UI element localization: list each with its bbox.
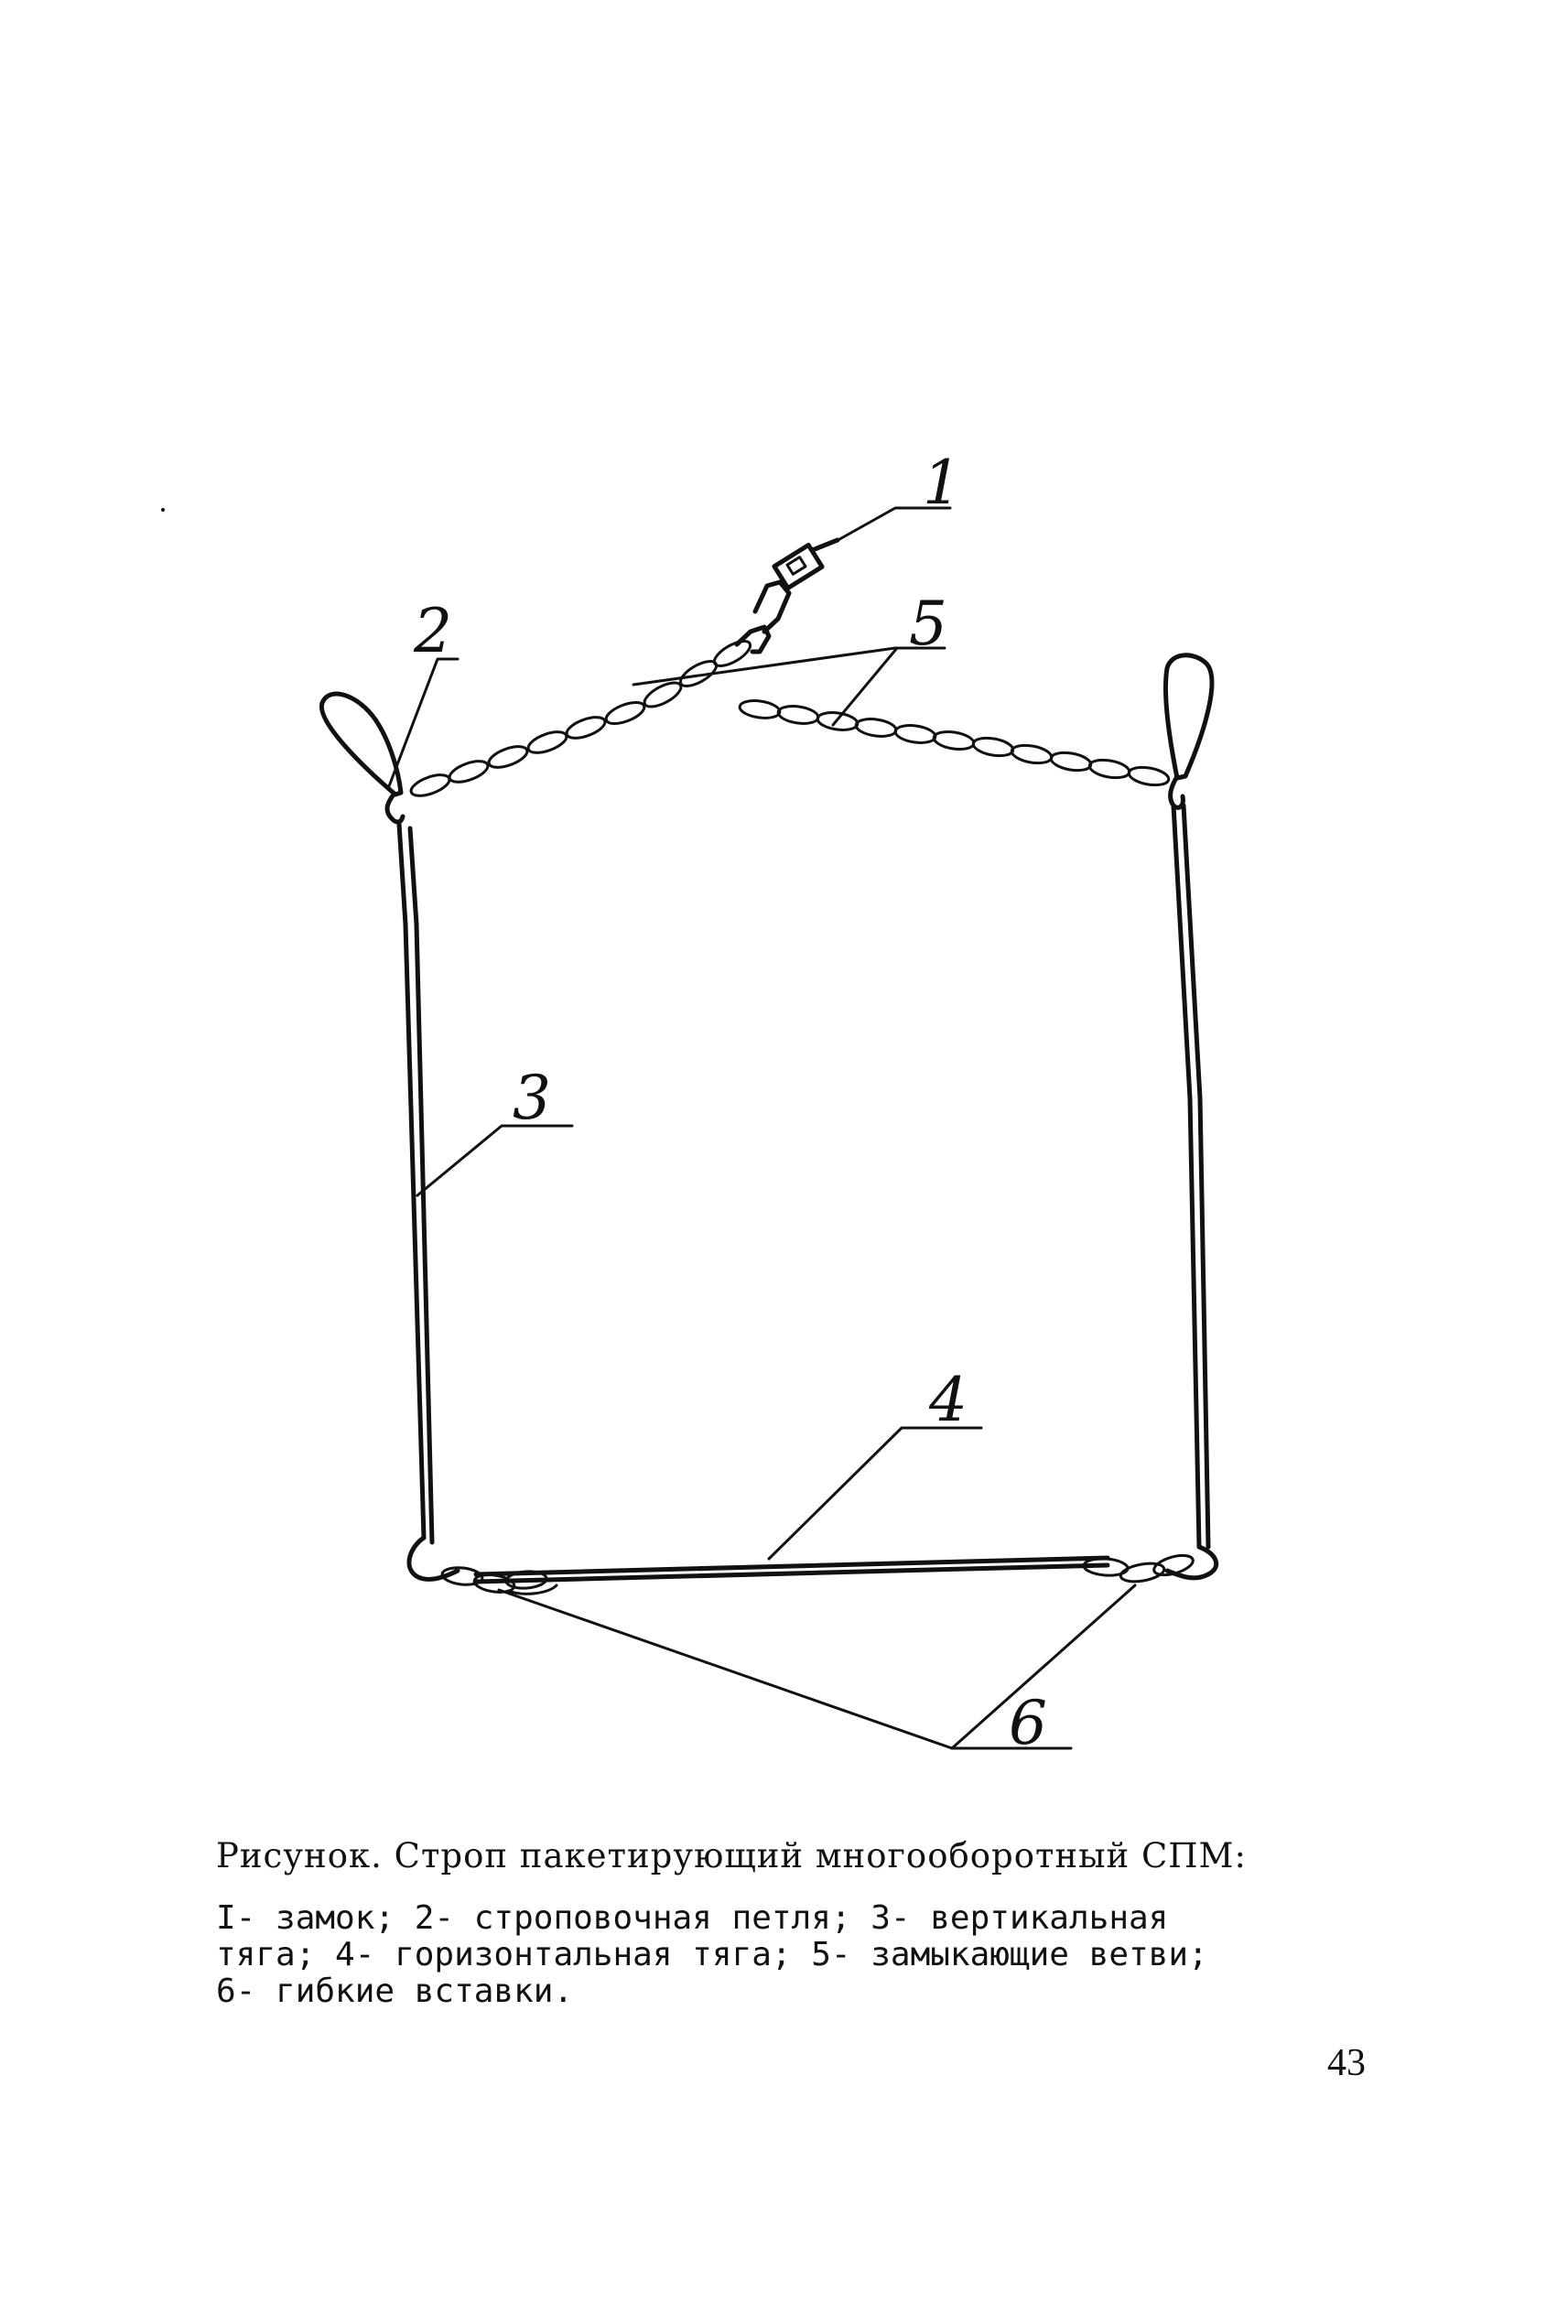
- figure-caption: [216, 1838, 1296, 2010]
- callout-2: 2: [414, 596, 452, 666]
- lock: [737, 540, 838, 652]
- callout-6: 6: [1009, 1688, 1047, 1758]
- left-sling-loop: [321, 694, 403, 822]
- stray-dot: [161, 508, 165, 512]
- callout-1: 1: [923, 448, 961, 518]
- page-number: 43: [1327, 2042, 1366, 2084]
- caption-legend: I- замок; 2- строповочная петля; 3- вертикальная тяга; 4- горизонтальная тяга; 5- замыкающие ветви; 6- гибкие вставки.: [216, 1899, 1208, 2010]
- left-chain: [408, 636, 753, 800]
- right-chain: [739, 698, 1170, 788]
- right-sling-loop: [1165, 655, 1211, 808]
- callout-3: 3: [513, 1063, 551, 1133]
- caption-title: Рисунок. Строп пакетирующий многооборотный СПМ:: [216, 1836, 1247, 1875]
- callout-4: 4: [929, 1365, 968, 1435]
- vertical-rods: [399, 805, 1208, 1547]
- callout-5: 5: [909, 589, 947, 659]
